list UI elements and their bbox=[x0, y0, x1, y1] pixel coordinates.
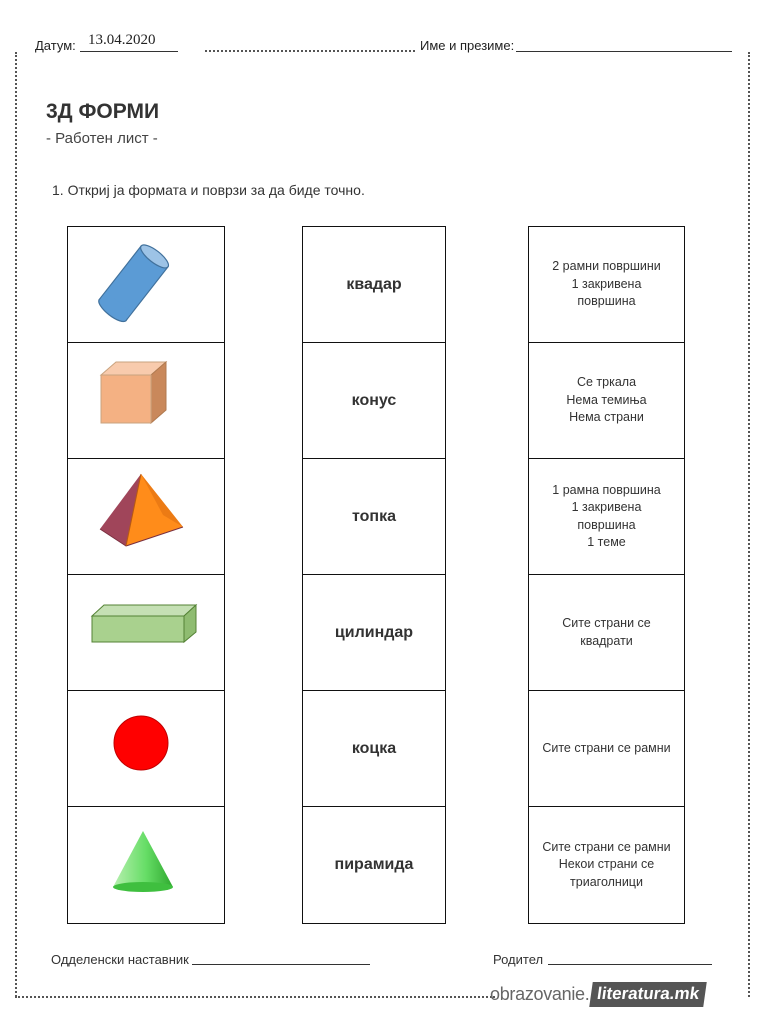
cone-icon bbox=[68, 807, 223, 922]
page-title: 3Д ФОРМИ bbox=[46, 100, 160, 123]
description-line: триаголници bbox=[570, 874, 643, 889]
cylinder-icon bbox=[68, 227, 223, 342]
description-cell[interactable] bbox=[529, 691, 684, 807]
cut-line-top bbox=[205, 50, 415, 52]
description-line: Сите страни се рамни bbox=[542, 740, 671, 755]
description-line: површина bbox=[577, 294, 636, 309]
descriptions-column bbox=[528, 226, 685, 924]
task-instruction: 1. Откриј ја формата и поврзи за да биде точно. bbox=[52, 182, 365, 198]
description-line: 1 закривена bbox=[571, 500, 642, 514]
date-field[interactable]: 13.04.2020 bbox=[80, 30, 178, 52]
parent-signature-field[interactable] bbox=[548, 964, 712, 965]
cut-line-bottom bbox=[15, 996, 495, 998]
name-label: Име и презиме: bbox=[420, 38, 515, 53]
description-cell[interactable] bbox=[529, 459, 684, 575]
logo-text-right: literatura.mk bbox=[590, 982, 708, 1007]
shape-cell[interactable] bbox=[68, 691, 224, 807]
names-column bbox=[302, 226, 446, 924]
description-cell[interactable] bbox=[529, 343, 684, 459]
shape-cell[interactable] bbox=[68, 343, 224, 459]
shape-cell[interactable] bbox=[68, 575, 224, 691]
description-line: 1 рамна површина bbox=[552, 482, 661, 497]
date-label: Датум: bbox=[35, 38, 76, 53]
description-line: површина bbox=[577, 517, 636, 532]
shape-name-cell[interactable]: пирамида bbox=[334, 856, 414, 873]
description-line: 1 закривена bbox=[571, 276, 642, 291]
logo-text-left: obrazovanie. bbox=[490, 983, 590, 1004]
description-line: Нема темиња bbox=[566, 392, 647, 407]
shapes-column bbox=[67, 226, 225, 924]
cuboid-icon bbox=[68, 575, 223, 690]
cut-line-left bbox=[15, 52, 17, 997]
cut-line-right bbox=[748, 52, 750, 997]
description-cell[interactable] bbox=[529, 575, 684, 691]
page-subtitle: - Работен лист - bbox=[46, 130, 158, 147]
shape-name-cell[interactable]: топка bbox=[303, 459, 445, 575]
cube-icon bbox=[68, 343, 223, 458]
shape-name-cell[interactable]: цилиндар bbox=[303, 575, 445, 691]
parent-label: Родител bbox=[493, 952, 544, 967]
description-line: Се тркала bbox=[576, 375, 637, 390]
teacher-signature-field[interactable] bbox=[192, 964, 370, 965]
pyramid-icon bbox=[68, 459, 223, 574]
description-line: Сите страни се bbox=[562, 616, 651, 630]
shape-name-cell[interactable]: квадар bbox=[303, 227, 445, 343]
description-cell[interactable] bbox=[529, 227, 684, 343]
teacher-label: Одделенски наставник bbox=[51, 952, 189, 967]
description-line: Нема страни bbox=[569, 410, 644, 425]
sphere-icon bbox=[68, 691, 223, 806]
shape-name-cell[interactable]: конус bbox=[303, 343, 445, 459]
description-line: Сите страни се рамни bbox=[542, 839, 671, 854]
shape-cell[interactable] bbox=[68, 807, 224, 923]
site-logo[interactable] bbox=[490, 980, 706, 1008]
description-line: 1 теме bbox=[587, 535, 626, 549]
description-cell[interactable] bbox=[529, 807, 684, 923]
shape-cell[interactable] bbox=[68, 227, 224, 343]
shape-name-cell[interactable]: коцка bbox=[303, 691, 445, 807]
description-line: Некои страни се bbox=[558, 857, 655, 872]
shape-cell[interactable] bbox=[68, 459, 224, 575]
description-line: квадрати bbox=[580, 633, 633, 648]
name-field[interactable] bbox=[516, 51, 732, 52]
description-line: 2 рамни површини bbox=[552, 259, 661, 274]
